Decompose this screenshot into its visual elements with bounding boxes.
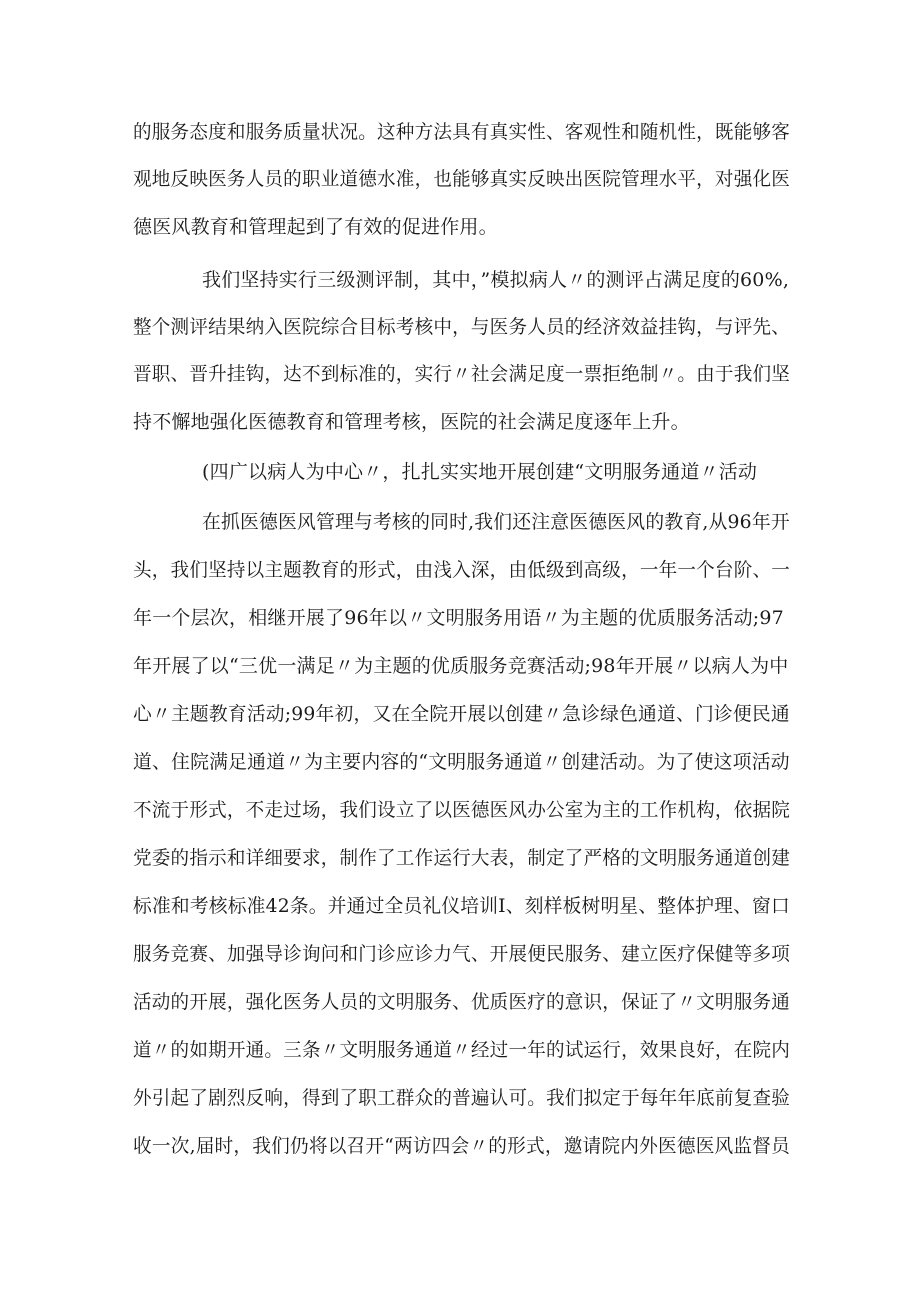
text-line: 的服务态度和服务质量状况。这种方法具有真实性、客观性和随机性，既能够客 [133,121,791,143]
text-line: 年开展了以“三优一满足〃为主题的优质服务竞赛活动;98年开展〃以病人为中 [133,655,789,677]
text-line: 整个测评结果纳入医院综合目标考核中，与医务人员的经济效益挂钩，与评先、 [133,316,791,338]
text-line: 头，我们坚持以主题教育的形式，由浅入深，由低级到高级，一年一个台阶、一 [133,559,791,581]
text-line: 我们坚持实行三级测评制，其中，”模拟病人〃的测评占满足度的60%, [202,269,790,291]
text-line: 服务竞赛、加强导诊询问和门诊应诊力气、开展便民服务、建立医疗保健等多项 [133,943,791,965]
text-line: 党委的指示和详细要求，制作了工作运行大表，制定了严格的文明服务通道创建 [133,847,791,869]
text-line: 年一个层次，相继开展了96年以〃文明服务用语〃为主题的优质服务活动;97 [133,607,784,629]
text-line: 不流于形式，不走过场，我们设立了以医德医风办公室为主的工作机构，依据院 [133,799,791,821]
text-line: 外引起了剧烈反响，得到了职工群众的普遍认可。我们拟定于每年年底前复查验 [133,1087,791,1109]
text-line: 道、住院满足通道〃为主要内容的“文明服务通道〃创建活动。为了使这项活动 [133,751,790,773]
text-line: 观地反映医务人员的职业道德水准，也能够真实反映出医院管理水平，对强化医 [133,168,791,190]
text-line: 持不懈地强化医德教育和管理考核，医院的社会满足度逐年上升。 [133,411,690,433]
text-line: 在抓医德医风管理与考核的同时,我们还注意医德医风的教育,从96年开 [202,511,790,533]
text-line: 德医风教育和管理起到了有效的促进作用。 [133,216,498,238]
text-line: 晋职、晋升挂钩，达不到标准的，实行〃社会满足度一票拒绝制〃。由于我们坚 [133,363,791,385]
text-line: 收一次,届时，我们仍将以召开“两访四会〃的形式，邀请院内外医德医风监督员 [133,1135,790,1157]
text-line: 活动的开展，强化医务人员的文明服务、优质医疗的意识，保证了〃文明服务通 [133,991,791,1013]
section-heading: (四广以病人为中心〃，扎扎实实地开展创建“文明服务通道〃活动 [202,461,758,483]
text-line: 心〃主题教育活动;99年初，又在全院开展以创建〃急诊绿色通道、门诊便民通 [133,703,790,725]
text-line: 标准和考核标准42条。并通过全员礼仪培训I、刻样板树明星、整体护理、窗口 [133,895,790,917]
text-line: 道〃的如期开通。三条〃文明服务通道〃经过一年的试运行，效果良好，在院内 [133,1039,791,1061]
